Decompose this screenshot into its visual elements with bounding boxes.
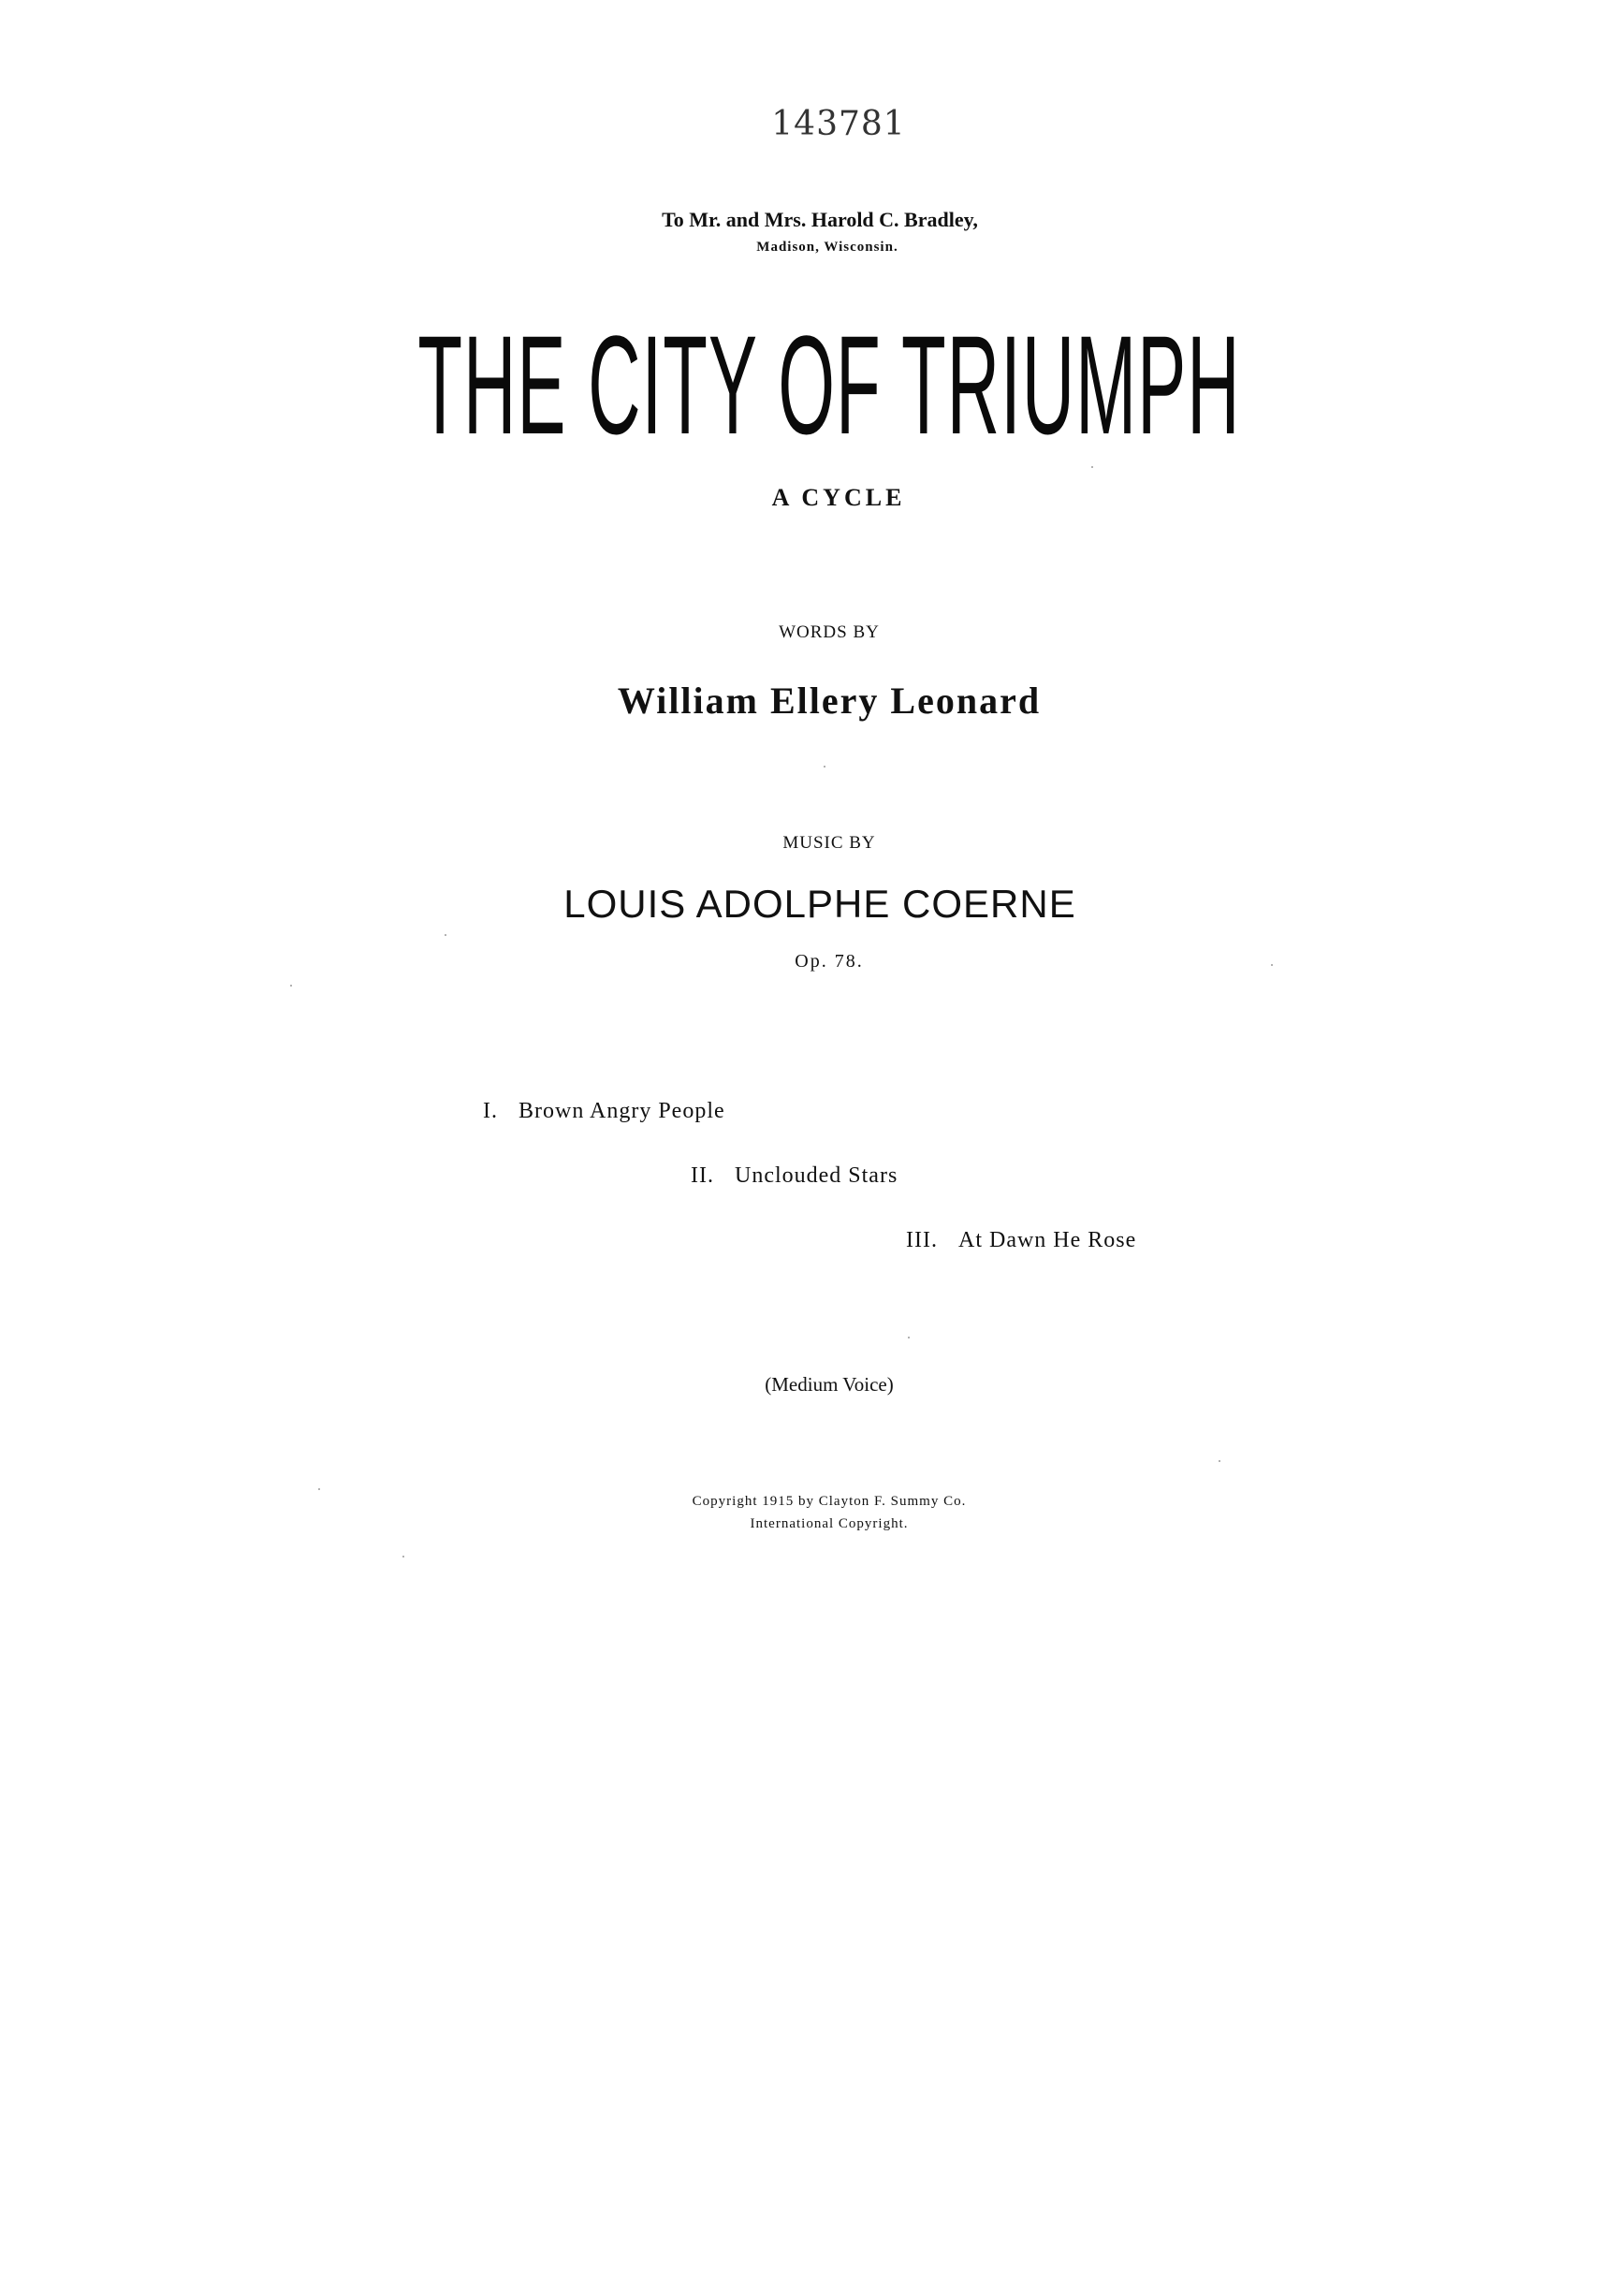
- catalog-number: 143781: [771, 105, 906, 143]
- song-list-item: [691, 1163, 898, 1189]
- scan-speck: [1091, 466, 1093, 468]
- scan-speck: [318, 1488, 320, 1490]
- song-title: Unclouded Stars: [734, 1163, 898, 1188]
- music-by-label: MUSIC BY: [782, 833, 876, 853]
- copyright-international: International Copyright.: [750, 1516, 909, 1531]
- song-number: II.: [691, 1163, 714, 1188]
- song-title: Brown Angry People: [518, 1099, 725, 1123]
- scan-speck: [290, 985, 292, 987]
- scan-speck: [402, 1556, 404, 1557]
- dedication-line: To Mr. and Mrs. Harold C. Bradley,: [662, 208, 978, 231]
- copyright-notice: Copyright 1915 by Clayton F. Summy Co.: [692, 1494, 967, 1509]
- dedication-location: Madison, Wisconsin.: [756, 240, 898, 255]
- page-title: THE CITY OF TRIUMPH: [417, 306, 1241, 463]
- song-list-item: [483, 1099, 725, 1124]
- subtitle: A CYCLE: [771, 484, 906, 511]
- scan-speck: [824, 766, 825, 768]
- scan-speck: [908, 1337, 910, 1338]
- composer-name: LOUIS ADOLPHE COERNE: [563, 882, 1076, 926]
- scan-speck: [445, 934, 446, 936]
- song-number: I.: [483, 1099, 498, 1123]
- scan-speck: [1271, 964, 1273, 966]
- song-number: III.: [906, 1228, 938, 1252]
- opus-number: Op. 78.: [795, 951, 864, 972]
- song-title: At Dawn He Rose: [957, 1228, 1137, 1252]
- scan-speck: [1219, 1460, 1220, 1462]
- voice-type: (Medium Voice): [765, 1373, 894, 1396]
- lyricist-name: William Ellery Leonard: [617, 680, 1042, 722]
- words-by-label: WORDS BY: [779, 622, 880, 642]
- song-list-item: [906, 1228, 1136, 1253]
